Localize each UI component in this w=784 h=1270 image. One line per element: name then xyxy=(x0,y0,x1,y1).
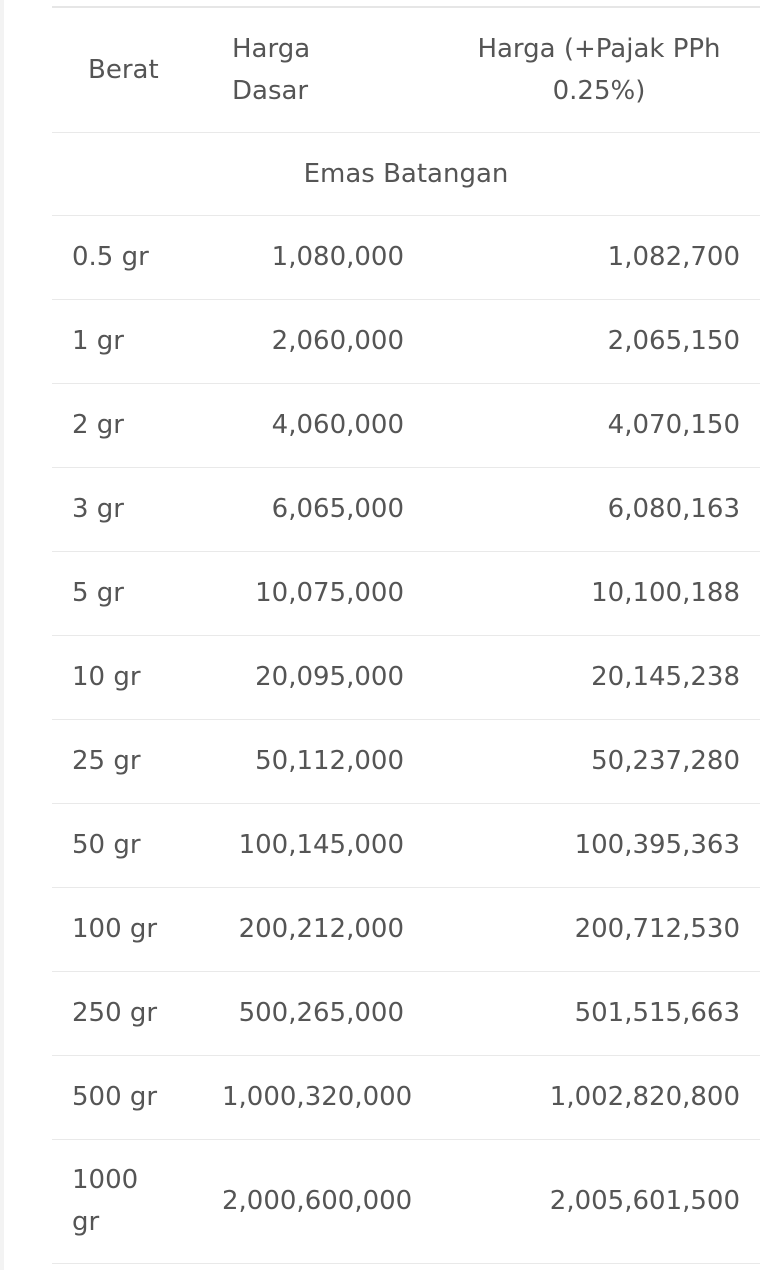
base-price-cell: 6,065,000 xyxy=(202,467,404,551)
weight-cell: 1000 gr xyxy=(52,1139,202,1263)
price-with-tax-cell: 2,065,150 xyxy=(404,299,760,383)
gold-price-table xyxy=(52,8,760,1264)
price-with-tax-cell: 501,515,663 xyxy=(404,971,760,1055)
base-price-cell: 2,000,600,000 xyxy=(202,1139,404,1263)
weight-cell: 2 gr xyxy=(52,383,202,467)
table-row xyxy=(52,1139,760,1263)
base-price-cell: 2,060,000 xyxy=(202,299,404,383)
table-row xyxy=(52,215,760,299)
base-price-cell: 10,075,000 xyxy=(202,551,404,635)
table-row xyxy=(52,1055,760,1139)
section-row xyxy=(52,132,760,215)
base-price-cell: 1,000,320,000 xyxy=(202,1055,404,1139)
price-with-tax-cell: 6,080,163 xyxy=(404,467,760,551)
price-with-tax-cell: 200,712,530 xyxy=(404,887,760,971)
price-with-tax-cell: 100,395,363 xyxy=(404,803,760,887)
table-row xyxy=(52,719,760,803)
base-price-cell: 4,060,000 xyxy=(202,383,404,467)
weight-cell: 25 gr xyxy=(52,719,202,803)
price-with-tax-cell: 1,082,700 xyxy=(404,215,760,299)
table-row xyxy=(52,299,760,383)
weight-cell: 10 gr xyxy=(52,635,202,719)
base-price-cell: 200,212,000 xyxy=(202,887,404,971)
price-with-tax-cell: 50,237,280 xyxy=(404,719,760,803)
price-with-tax-cell: 10,100,188 xyxy=(404,551,760,635)
weight-cell: 1 gr xyxy=(52,299,202,383)
section-title: Emas Batangan xyxy=(52,132,760,215)
weight-cell: 500 gr xyxy=(52,1055,202,1139)
top-divider xyxy=(52,0,760,8)
weight-cell: 0.5 gr xyxy=(52,215,202,299)
weight-cell: 50 gr xyxy=(52,803,202,887)
price-with-tax-cell: 4,070,150 xyxy=(404,383,760,467)
price-with-tax-cell: 2,005,601,500 xyxy=(404,1139,760,1263)
base-price-cell: 500,265,000 xyxy=(202,971,404,1055)
weight-cell: 3 gr xyxy=(52,467,202,551)
base-price-cell: 1,080,000 xyxy=(202,215,404,299)
price-with-tax-cell: 1,002,820,800 xyxy=(404,1055,760,1139)
base-price-cell: 20,095,000 xyxy=(202,635,404,719)
table-row xyxy=(52,887,760,971)
weight-cell: 100 gr xyxy=(52,887,202,971)
weight-cell: 250 gr xyxy=(52,971,202,1055)
header-weight: Berat xyxy=(52,8,202,132)
table-row xyxy=(52,971,760,1055)
table-row xyxy=(52,635,760,719)
gold-price-table-container xyxy=(52,0,760,1264)
header-base-price: Harga Dasar xyxy=(202,8,404,132)
table-row xyxy=(52,467,760,551)
price-rows xyxy=(52,215,760,1263)
base-price-cell: 100,145,000 xyxy=(202,803,404,887)
weight-cell: 5 gr xyxy=(52,551,202,635)
table-header-row xyxy=(52,8,760,132)
header-price-with-tax: Harga (+Pajak PPh 0.25%) xyxy=(404,8,760,132)
table-row xyxy=(52,383,760,467)
base-price-cell: 50,112,000 xyxy=(202,719,404,803)
table-row xyxy=(52,551,760,635)
left-edge xyxy=(0,0,4,1270)
price-with-tax-cell: 20,145,238 xyxy=(404,635,760,719)
table-row xyxy=(52,803,760,887)
